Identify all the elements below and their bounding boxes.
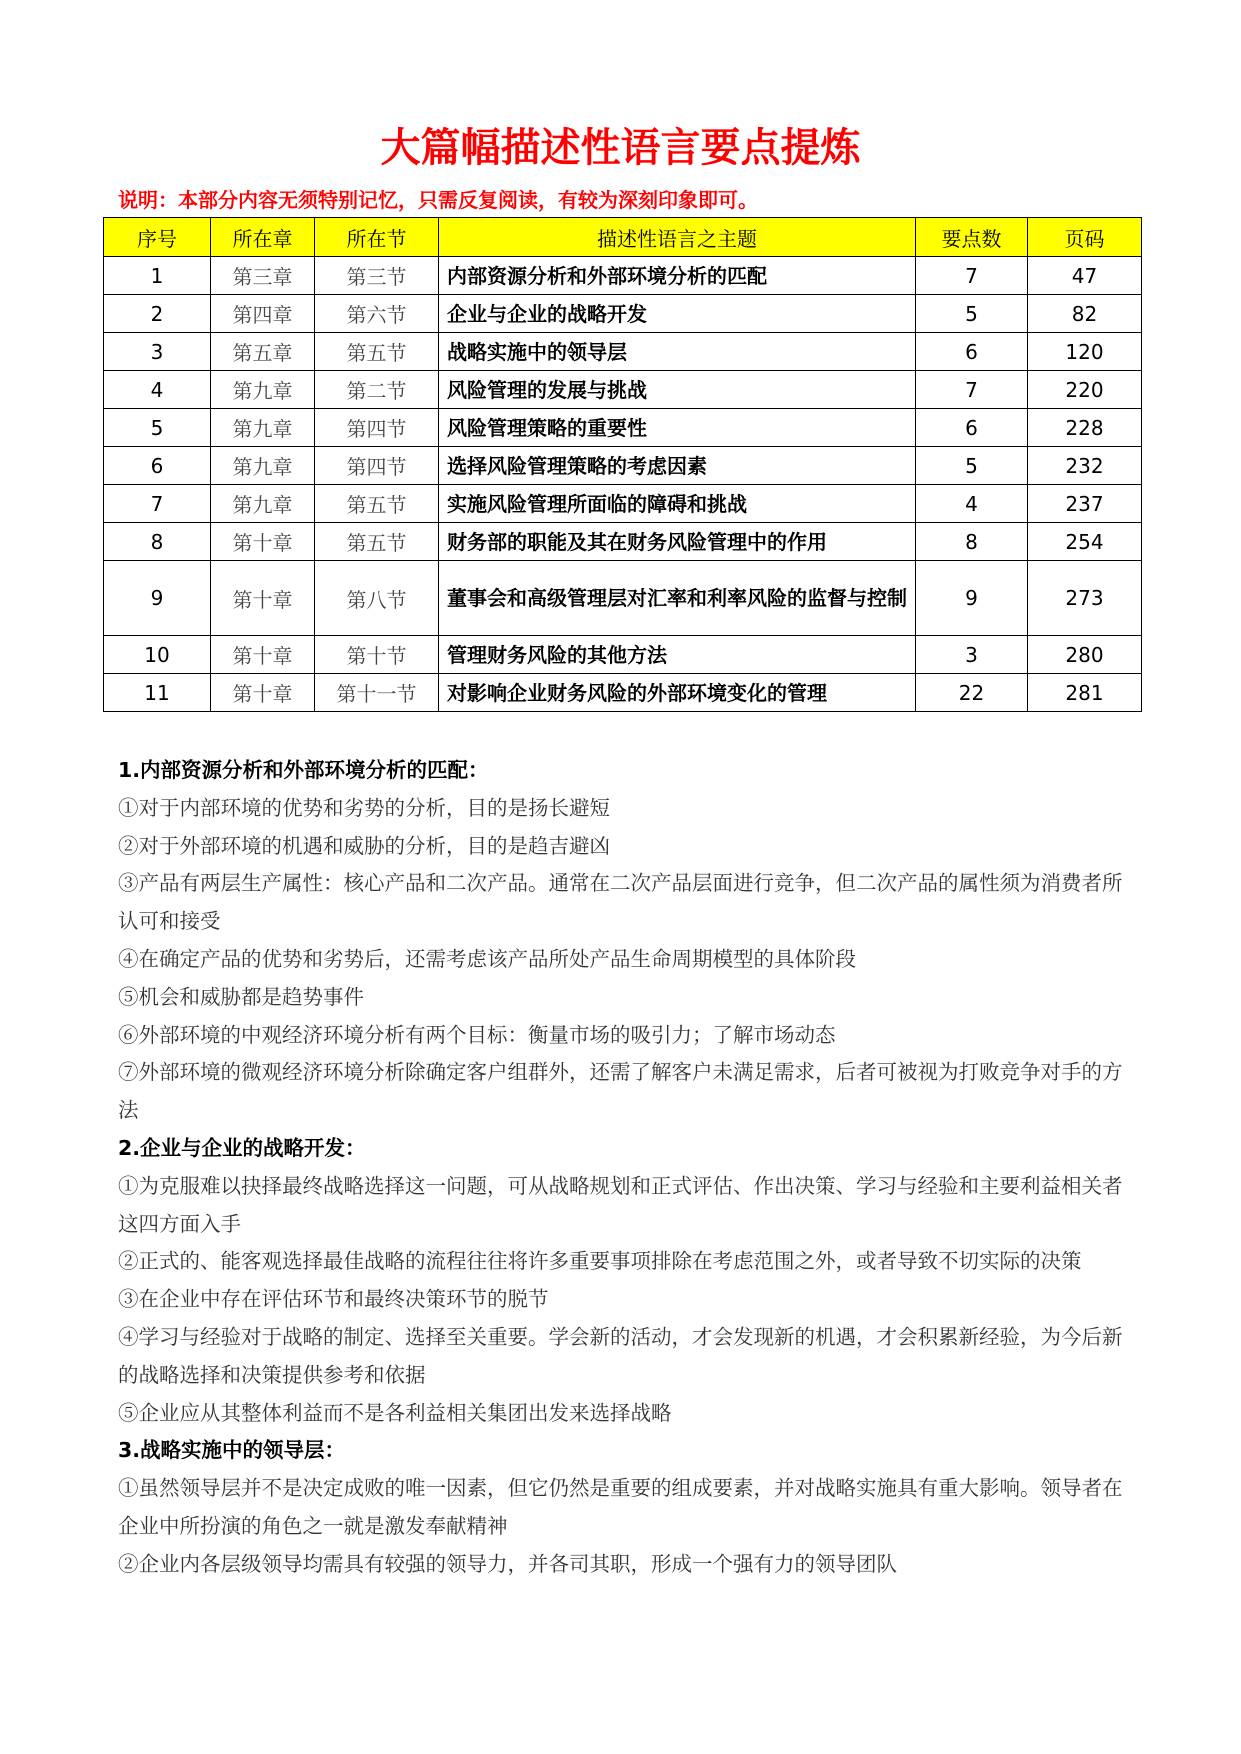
- cell-topic: 风险管理的发展与挑战: [439, 371, 916, 409]
- cell-section: 第五节: [315, 523, 439, 561]
- cell-points: 5: [916, 447, 1028, 485]
- cell-section: 第四节: [315, 409, 439, 447]
- topic-table: [103, 217, 1142, 712]
- cell-topic: 对影响企业财务风险的外部环境变化的管理: [439, 674, 916, 712]
- section-item: ④在确定产品的优势和劣势后，还需考虑该产品所处产品生命周期模型的具体阶段: [118, 946, 856, 971]
- cell-points: 22: [916, 674, 1028, 712]
- cell-points: 9: [916, 561, 1028, 636]
- cell-chapter: 第十章: [211, 561, 315, 636]
- cell-section: 第十节: [315, 636, 439, 674]
- section-item: ④学习与经验对于战略的制定、选择至关重要。学会新的活动，才会发现新的机遇，才会积累新经验，为今后新的战略选择和决策提供参考和依据: [118, 1324, 1123, 1387]
- cell-chapter: 第九章: [211, 371, 315, 409]
- cell-topic: 实施风险管理所面临的障碍和挑战: [439, 485, 916, 523]
- content-body: [118, 752, 1130, 1584]
- cell-points: 7: [916, 257, 1028, 295]
- cell-page: 281: [1028, 674, 1142, 712]
- cell-section: 第八节: [315, 561, 439, 636]
- cell-section: 第四节: [315, 447, 439, 485]
- cell-no: 3: [104, 333, 211, 371]
- cell-chapter: 第十章: [211, 636, 315, 674]
- section-item: ②企业内各层级领导均需具有较强的领导力，并各司其职，形成一个强有力的领导团队: [118, 1551, 897, 1576]
- cell-topic: 董事会和高级管理层对汇率和利率风险的监督与控制: [439, 561, 916, 636]
- cell-topic: 选择风险管理策略的考虑因素: [439, 447, 916, 485]
- table-row: [104, 257, 1142, 295]
- cell-topic: 风险管理策略的重要性: [439, 409, 916, 447]
- cell-no: 6: [104, 447, 211, 485]
- cell-chapter: 第十章: [211, 674, 315, 712]
- cell-no: 1: [104, 257, 211, 295]
- cell-chapter: 第十章: [211, 523, 315, 561]
- cell-no: 11: [104, 674, 211, 712]
- cell-points: 8: [916, 523, 1028, 561]
- cell-page: 82: [1028, 295, 1142, 333]
- cell-topic: 内部资源分析和外部环境分析的匹配: [439, 257, 916, 295]
- cell-points: 6: [916, 333, 1028, 371]
- cell-chapter: 第九章: [211, 447, 315, 485]
- section-item: ⑥外部环境的中观经济环境分析有两个目标：衡量市场的吸引力；了解市场动态: [118, 1022, 836, 1047]
- cell-topic: 管理财务风险的其他方法: [439, 636, 916, 674]
- cell-section: 第十一节: [315, 674, 439, 712]
- section-heading: 1.内部资源分析和外部环境分析的匹配：: [118, 758, 489, 782]
- cell-no: 8: [104, 523, 211, 561]
- header-cell: 要点数: [916, 218, 1028, 257]
- section-item: ①为克服难以抉择最终战略选择这一问题，可从战略规划和正式评估、作出决策、学习与经验和主要利益相关者这四方面入手: [118, 1173, 1123, 1236]
- header-cell: 序号: [104, 218, 211, 257]
- cell-page: 232: [1028, 447, 1142, 485]
- cell-chapter: 第九章: [211, 409, 315, 447]
- cell-no: 2: [104, 295, 211, 333]
- cell-chapter: 第五章: [211, 333, 315, 371]
- section-heading: 2.企业与企业的战略开发：: [118, 1135, 366, 1160]
- table-row: [104, 371, 1142, 409]
- cell-page: 47: [1028, 257, 1142, 295]
- cell-points: 3: [916, 636, 1028, 674]
- note-text: 说明：本部分内容无须特别记忆，只需反复阅读，有较为深刻印象即可。: [118, 188, 758, 212]
- cell-chapter: 第三章: [211, 257, 315, 295]
- cell-page: 120: [1028, 333, 1142, 371]
- table-row: [104, 636, 1142, 674]
- cell-section: 第六节: [315, 295, 439, 333]
- cell-chapter: 第九章: [211, 485, 315, 523]
- cell-points: 6: [916, 409, 1028, 447]
- cell-points: 4: [916, 485, 1028, 523]
- section-item: ⑤机会和威胁都是趋势事件: [118, 984, 364, 1009]
- section-item: ①对于内部环境的优势和劣势的分析，目的是扬长避短: [118, 795, 610, 820]
- cell-page: 280: [1028, 636, 1142, 674]
- table-row: [104, 523, 1142, 561]
- cell-topic: 财务部的职能及其在财务风险管理中的作用: [439, 523, 916, 561]
- table-row: [104, 333, 1142, 371]
- cell-no: 10: [104, 636, 211, 674]
- cell-page: 228: [1028, 409, 1142, 447]
- cell-page: 273: [1028, 561, 1142, 636]
- cell-page: 220: [1028, 371, 1142, 409]
- table-header-row: [104, 218, 1142, 257]
- section-item: ⑦外部环境的微观经济环境分析除确定客户组群外，还需了解客户未满足需求，后者可被视为打败竞争对手的方法: [118, 1060, 1123, 1123]
- header-cell: 所在章: [211, 218, 315, 257]
- cell-section: 第三节: [315, 257, 439, 295]
- cell-section: 第五节: [315, 333, 439, 371]
- cell-section: 第二节: [315, 371, 439, 409]
- cell-topic: 战略实施中的领导层: [439, 333, 916, 371]
- cell-page: 254: [1028, 523, 1142, 561]
- table-row: [104, 561, 1142, 636]
- cell-topic: 企业与企业的战略开发: [439, 295, 916, 333]
- section-item: ③在企业中存在评估环节和最终决策环节的脱节: [118, 1287, 549, 1312]
- cell-page: 237: [1028, 485, 1142, 523]
- section-item: ①虽然领导层并不是决定成败的唯一因素，但它仍然是重要的组成要素，并对战略实施具有重大影响。领导者在企业中所扮演的角色之一就是激发奉献精神: [118, 1476, 1123, 1538]
- section-item: ⑤企业应从其整体利益而不是各利益相关集团出发来选择战略: [118, 1400, 672, 1425]
- header-cell: 所在节: [315, 218, 439, 257]
- header-cell: 描述性语言之主题: [439, 218, 916, 257]
- cell-points: 7: [916, 371, 1028, 409]
- section-heading: 3.战略实施中的领导层：: [118, 1438, 346, 1463]
- cell-chapter: 第四章: [211, 295, 315, 333]
- section-item: ②正式的、能客观选择最佳战略的流程往往将许多重要事项排除在考虑范围之外，或者导致不切实际的决策: [118, 1249, 1082, 1274]
- cell-no: 5: [104, 409, 211, 447]
- section-item: ②对于外部环境的机遇和威胁的分析，目的是趋吉避凶: [118, 833, 610, 858]
- cell-no: 4: [104, 371, 211, 409]
- page-title: 大篇幅描述性语言要点提炼: [380, 125, 861, 171]
- table-row: [104, 447, 1142, 485]
- section-item: ③产品有两层生产属性：核心产品和二次产品。通常在二次产品层面进行竞争，但二次产品的属性须为消费者所认可和接受: [118, 871, 1123, 934]
- table-row: [104, 674, 1142, 712]
- cell-section: 第五节: [315, 485, 439, 523]
- cell-points: 5: [916, 295, 1028, 333]
- header-cell: 页码: [1028, 218, 1142, 257]
- table-row: [104, 409, 1142, 447]
- table-row: [104, 485, 1142, 523]
- table-row: [104, 295, 1142, 333]
- cell-no: 7: [104, 485, 211, 523]
- cell-no: 9: [104, 561, 211, 636]
